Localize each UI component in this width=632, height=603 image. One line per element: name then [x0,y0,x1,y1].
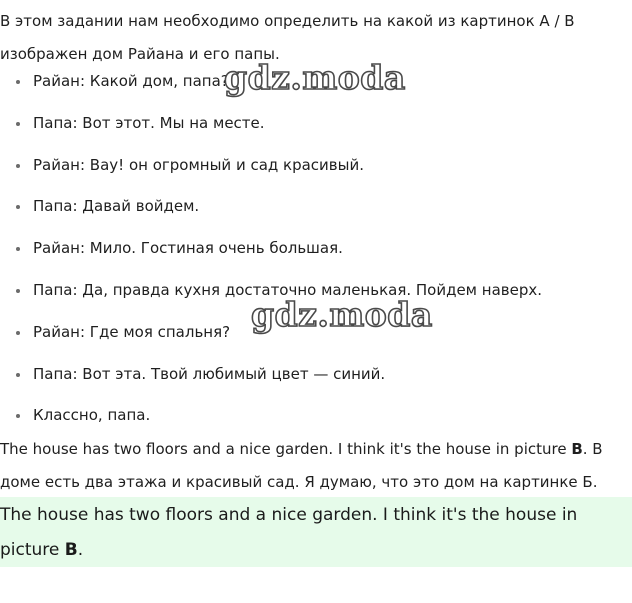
bullet-icon [16,205,20,209]
bullet-icon [16,373,20,377]
list-item [0,106,632,148]
watermark-logo: gdz.moda [251,295,433,334]
answer-text: The house has two floors and a nice garden. I think it's the house in picture [0,505,578,560]
dialog-line: Райан: Где моя спальня? [33,322,231,341]
explanation-en-text: The house has two floors and a nice garden. I think it's the house in picture [0,440,572,458]
dialog-line: Папа: Да, правда кухня достаточно маленькая. Пойдем наверх. [33,280,543,299]
bullet-icon [16,289,20,293]
list-item [0,315,632,357]
dialog-line: Райан: Мило. Гостиная очень большая. [33,239,343,258]
bullet-icon [16,80,20,84]
dialog-line: Райан: Какой дом, папа? [33,72,229,90]
dialog-line: Папа: Вот этот. Мы на месте. [33,113,265,132]
bullet-icon [16,122,20,126]
dialog-line: Папа: Давай войдем. [33,197,200,216]
bullet-icon [16,247,20,251]
list-item [0,231,632,273]
bullet-icon [16,414,20,418]
list-item [0,189,632,231]
explanation-paragraph [0,433,632,499]
bullet-icon [16,164,20,168]
explanation-ru-text: . В доме есть два этажа и красивый сад. Я думаю, что это дом на картинке Б. [0,440,603,491]
answer-letter: B [64,540,78,560]
list-item [0,273,632,315]
dialog-line: Папа: Вот эта. Твой любимый цвет — синий. [33,364,386,383]
dialog-list [0,64,632,440]
explanation-answer-letter: B [571,440,583,458]
bullet-icon [16,331,20,335]
list-item [0,148,632,190]
answer-end: . [77,540,84,560]
dialog-line: Классно, папа. [33,406,151,425]
intro-text: В этом задании нам необходимо определить на какой из картинок А / В изображен дом Райана и его папы. [0,12,575,63]
list-item [0,64,632,106]
answer-paragraph [0,497,632,568]
dialog-line: Райан: Вау! он огромный и сад красивый. [33,155,365,174]
watermark-logo: gdz.moda [224,58,406,97]
answer-box [0,497,632,567]
list-item [0,357,632,399]
